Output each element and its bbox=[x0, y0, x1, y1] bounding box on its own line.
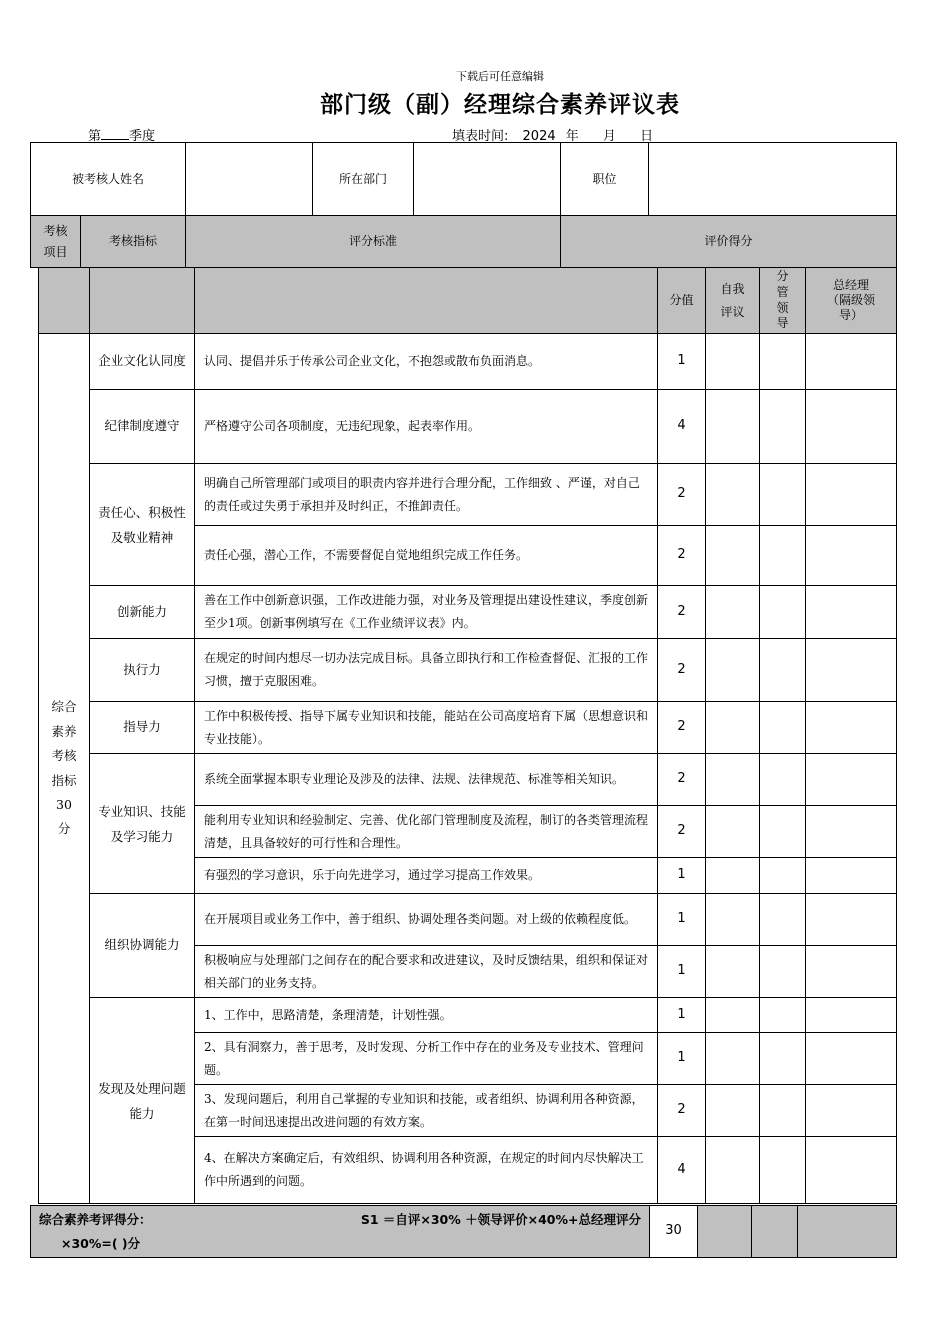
summary-supervisor-input[interactable] bbox=[752, 1206, 798, 1258]
gm-input[interactable] bbox=[806, 998, 897, 1033]
self-eval-input[interactable] bbox=[706, 998, 760, 1033]
header-item-line1: 考核 bbox=[43, 223, 68, 238]
summary-table bbox=[30, 1205, 897, 1258]
supervisor-input[interactable] bbox=[760, 702, 806, 754]
supervisor-input[interactable] bbox=[760, 754, 806, 806]
gm-input[interactable] bbox=[806, 858, 897, 894]
standard-cell: 系统全面掌握本职专业理论及涉及的法律、法规、法律规范、标准等相关知识。 bbox=[195, 754, 658, 806]
summary-label-cell bbox=[31, 1206, 650, 1258]
gm-input[interactable] bbox=[806, 1033, 897, 1085]
standard-cell: 2、具有洞察力，善于思考，及时发现、分析工作中存在的业务及专业技术、管理问题。 bbox=[195, 1033, 658, 1085]
indicator-cell: 责任心、积极性及敬业精神 bbox=[90, 464, 195, 586]
points-cell: 1 bbox=[658, 946, 706, 998]
gm-input[interactable] bbox=[806, 334, 897, 390]
fill-month-unit: 月 bbox=[602, 129, 616, 144]
header-supervisor: 分管领导 bbox=[760, 268, 806, 334]
self-eval-input[interactable] bbox=[706, 858, 760, 894]
header-item-line2: 项目 bbox=[43, 244, 68, 259]
summary-gm-input[interactable] bbox=[798, 1206, 897, 1258]
points-cell: 1 bbox=[658, 894, 706, 946]
evaluation-table bbox=[38, 267, 897, 1204]
table-row bbox=[39, 998, 897, 1033]
gm-input[interactable] bbox=[806, 894, 897, 946]
header-score-group: 评价得分 bbox=[561, 216, 897, 268]
table-row bbox=[39, 586, 897, 639]
indicator-cell: 发现及处理问题能力 bbox=[90, 998, 195, 1204]
self-eval-input[interactable] bbox=[706, 586, 760, 639]
indicator-cell: 专业知识、技能及学习能力 bbox=[90, 754, 195, 894]
table-row bbox=[39, 464, 897, 526]
quarter-prefix: 第 bbox=[88, 129, 102, 144]
standard-cell: 明确自己所管理部门或项目的职责内容并进行合理分配，工作细致 、严谨，对自己的责任或过失勇于承担并及时纠正，不推卸责任。 bbox=[195, 464, 658, 526]
header-item bbox=[31, 216, 81, 268]
self-eval-input[interactable] bbox=[706, 1085, 760, 1137]
points-cell: 2 bbox=[658, 806, 706, 858]
position-input[interactable] bbox=[649, 143, 897, 216]
gm-input[interactable] bbox=[806, 464, 897, 526]
points-cell: 1 bbox=[658, 858, 706, 894]
indicator-cell: 企业文化认同度 bbox=[90, 334, 195, 390]
self-eval-input[interactable] bbox=[706, 754, 760, 806]
page-title bbox=[0, 86, 950, 119]
self-eval-input[interactable] bbox=[706, 1137, 760, 1204]
self-eval-input[interactable] bbox=[706, 894, 760, 946]
quarter-suffix: 季度 bbox=[129, 129, 156, 144]
points-cell: 2 bbox=[658, 526, 706, 586]
fill-year-unit: 年 bbox=[565, 129, 579, 144]
standard-cell: 严格遵守公司各项制度，无违纪现象，起表率作用。 bbox=[195, 390, 658, 464]
supervisor-input[interactable] bbox=[760, 1033, 806, 1085]
supervisor-input[interactable] bbox=[760, 390, 806, 464]
table-row bbox=[39, 754, 897, 806]
supervisor-input[interactable] bbox=[760, 806, 806, 858]
self-eval-input[interactable] bbox=[706, 526, 760, 586]
self-eval-input[interactable] bbox=[706, 1033, 760, 1085]
self-eval-input[interactable] bbox=[706, 334, 760, 390]
self-eval-input[interactable] bbox=[706, 464, 760, 526]
self-eval-input[interactable] bbox=[706, 702, 760, 754]
subheader-blank-3 bbox=[195, 268, 658, 334]
points-cell: 1 bbox=[658, 998, 706, 1033]
standard-cell: 能利用专业知识和经验制定、完善、优化部门管理制度及流程，制订的各类管理流程清楚，且具备较好的可行性和合理性。 bbox=[195, 806, 658, 858]
standard-cell: 在规定的时间内想尽一切办法完成目标。具备立即执行和工作检查督促、汇报的工作习惯，擅于克服困难。 bbox=[195, 639, 658, 702]
header-points: 分值 bbox=[658, 268, 706, 334]
subheader-blank-1 bbox=[39, 268, 90, 334]
standard-cell: 1、工作中，思路清楚，条理清楚，计划性强。 bbox=[195, 998, 658, 1033]
indicator-cell: 纪律制度遵守 bbox=[90, 390, 195, 464]
fill-day-unit: 日 bbox=[640, 129, 654, 144]
info-table bbox=[30, 142, 897, 268]
indicator-cell: 指导力 bbox=[90, 702, 195, 754]
points-cell: 2 bbox=[658, 702, 706, 754]
fill-year: 2024 bbox=[522, 129, 556, 144]
standard-cell: 3、发现问题后，利用自己掌握的专业知识和技能，或者组织、协调利用各种资源，在第一时间迅速提出改进问题的有效方案。 bbox=[195, 1085, 658, 1137]
header-indicator: 考核指标 bbox=[81, 216, 186, 268]
summary-line-1 bbox=[39, 1208, 641, 1231]
standard-cell: 在开展项目或业务工作中，善于组织、协调处理各类问题。对上级的依赖程度低。 bbox=[195, 894, 658, 946]
subheader-blank-2 bbox=[90, 268, 195, 334]
points-cell: 2 bbox=[658, 464, 706, 526]
table-row bbox=[39, 894, 897, 946]
dept-label: 所在部门 bbox=[313, 143, 414, 216]
self-eval-input[interactable] bbox=[706, 390, 760, 464]
supervisor-input[interactable] bbox=[760, 1085, 806, 1137]
supervisor-input[interactable] bbox=[760, 894, 806, 946]
supervisor-input[interactable] bbox=[760, 998, 806, 1033]
gm-input[interactable] bbox=[806, 526, 897, 586]
points-cell: 1 bbox=[658, 1033, 706, 1085]
standard-cell: 认同、提倡并乐于传承公司企业文化，不抱怨或散布负面消息。 bbox=[195, 334, 658, 390]
header-self-eval: 自我评议 bbox=[706, 268, 760, 334]
standard-cell: 善在工作中创新意识强，工作改进能力强，对业务及管理提出建设性建议，季度创新至少1项。创新事例填写在《工作业绩评议表》内。 bbox=[195, 586, 658, 639]
indicator-cell: 组织协调能力 bbox=[90, 894, 195, 998]
points-cell: 2 bbox=[658, 586, 706, 639]
standard-cell: 有强烈的学习意识，乐于向先进学习，通过学习提高工作效果。 bbox=[195, 858, 658, 894]
supervisor-input[interactable] bbox=[760, 858, 806, 894]
summary-formula: S1 ＝自评×30% ＋领导评价×40%+总经理评分 bbox=[360, 1212, 641, 1228]
dept-input[interactable] bbox=[414, 143, 561, 216]
name-label: 被考核人姓名 bbox=[31, 143, 186, 216]
supervisor-input[interactable] bbox=[760, 334, 806, 390]
supervisor-input[interactable] bbox=[760, 586, 806, 639]
name-input[interactable] bbox=[186, 143, 313, 216]
gm-input[interactable] bbox=[806, 639, 897, 702]
position-label: 职位 bbox=[561, 143, 649, 216]
self-eval-input[interactable] bbox=[706, 946, 760, 998]
gm-input[interactable] bbox=[806, 1137, 897, 1204]
table-row bbox=[39, 390, 897, 464]
gm-input[interactable] bbox=[806, 586, 897, 639]
header-gm bbox=[806, 268, 897, 334]
quarter-blank[interactable] bbox=[101, 127, 129, 140]
summary-label: 综合素养考评得分： bbox=[39, 1212, 152, 1228]
standard-cell: 4、在解决方案确定后，有效组织、协调利用各种资源，在规定的时间内尽快解决工作中所遇到的问题。 bbox=[195, 1137, 658, 1204]
gm-input[interactable] bbox=[806, 702, 897, 754]
table-row bbox=[39, 639, 897, 702]
points-cell: 2 bbox=[658, 1085, 706, 1137]
header-note: 下载后可任意编辑 bbox=[456, 70, 544, 83]
header-standard: 评分标准 bbox=[186, 216, 561, 268]
header-gm-line2: （隔级领导） bbox=[826, 293, 875, 322]
supervisor-input[interactable] bbox=[760, 526, 806, 586]
gm-input[interactable] bbox=[806, 806, 897, 858]
points-cell: 2 bbox=[658, 754, 706, 806]
gm-input[interactable] bbox=[806, 1085, 897, 1137]
supervisor-input[interactable] bbox=[760, 639, 806, 702]
gm-input[interactable] bbox=[806, 390, 897, 464]
gm-input[interactable] bbox=[806, 754, 897, 806]
table-row bbox=[39, 702, 897, 754]
indicator-cell: 执行力 bbox=[90, 639, 195, 702]
gm-input[interactable] bbox=[806, 946, 897, 998]
supervisor-input[interactable] bbox=[760, 1137, 806, 1204]
supervisor-input[interactable] bbox=[760, 946, 806, 998]
self-eval-input[interactable] bbox=[706, 806, 760, 858]
title-prefix: 部门级（副）经理综合素养 bbox=[320, 92, 608, 118]
standard-cell: 工作中积极传授、指导下属专业知识和技能，能站在公司高度培育下属（思想意识和专业技能）。 bbox=[195, 702, 658, 754]
points-cell: 4 bbox=[658, 390, 706, 464]
self-eval-input[interactable] bbox=[706, 639, 760, 702]
fill-time-label: 填表时间: bbox=[452, 129, 509, 144]
indicator-cell: 创新能力 bbox=[90, 586, 195, 639]
supervisor-input[interactable] bbox=[760, 464, 806, 526]
summary-total: 30 bbox=[650, 1206, 698, 1258]
points-cell: 4 bbox=[658, 1137, 706, 1204]
header-gm-line1: 总经理 bbox=[832, 278, 869, 292]
summary-self-eval-input[interactable] bbox=[698, 1206, 752, 1258]
standard-cell: 责任心强，潜心工作，不需要督促自觉地组织完成工作任务。 bbox=[195, 526, 658, 586]
standard-cell: 积极响应与处理部门之间存在的配合要求和改进建议，及时反馈结果，组织和保证对相关部门的业务支持。 bbox=[195, 946, 658, 998]
points-cell: 2 bbox=[658, 639, 706, 702]
summary-tail: ×30%=( )分 bbox=[61, 1235, 141, 1251]
points-cell: 1 bbox=[658, 334, 706, 390]
table-row bbox=[39, 334, 897, 390]
title-suffix: 评议表 bbox=[608, 92, 680, 118]
category-label: 综合素养考核指标30分 bbox=[39, 334, 90, 1204]
